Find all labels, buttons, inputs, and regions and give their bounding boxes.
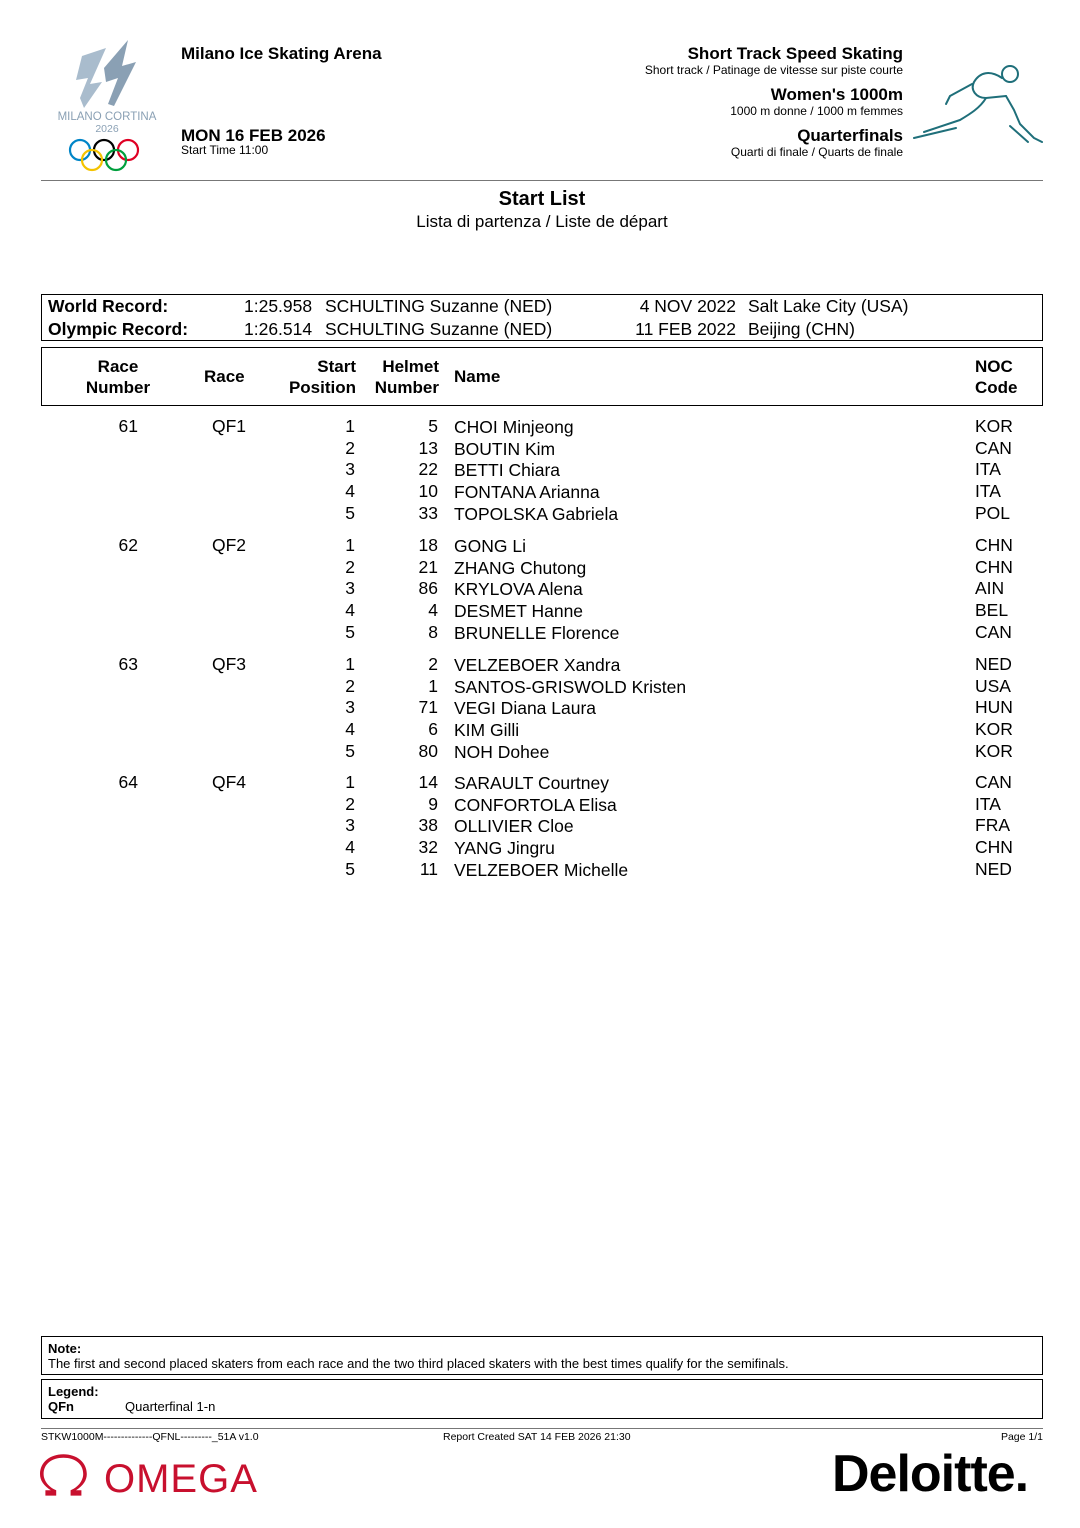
phase-title: Quarterfinals: [797, 126, 903, 145]
helmet-number: 10: [418, 481, 438, 502]
noc-code: POL: [975, 502, 1011, 523]
olympic-rings-icon: [70, 140, 138, 170]
record-label: Olympic Record:: [48, 319, 189, 339]
skater-name: SARAULT Courtney: [454, 773, 609, 793]
noc-code: NED: [975, 654, 1012, 674]
skater-name: VELZEBOER Michelle: [454, 859, 629, 880]
start-position: 5: [345, 740, 355, 761]
noc-code: ITA: [975, 481, 1001, 502]
col-label: Code: [975, 378, 1018, 397]
event-title: Women's 1000m: [770, 85, 903, 104]
helmet-number: 18: [418, 535, 438, 555]
col-race: Race: [204, 367, 245, 386]
legend-meaning: Quarterfinal 1-n: [125, 1399, 216, 1414]
helmet-number: 71: [418, 697, 438, 718]
start-position: 3: [345, 459, 355, 480]
event-subtitle: 1000 m donne / 1000 m femmes: [730, 104, 903, 118]
start-position: 5: [345, 858, 355, 879]
race-code: QF2: [211, 535, 246, 555]
record-holder: SCHULTING Suzanne (NED): [325, 319, 553, 339]
noc-code: BEL: [975, 600, 1009, 621]
col-label: Position: [288, 378, 356, 397]
noc-code: CAN: [975, 437, 1012, 458]
skater-pictogram-icon: [910, 62, 1048, 154]
race-number: 62: [118, 535, 138, 555]
noc-code: USA: [975, 675, 1011, 696]
skater-name: OLLIVIER Cloe: [454, 816, 574, 837]
skater-name: SANTOS-GRISWOLD Kristen: [454, 676, 687, 697]
col-label: Number: [374, 378, 439, 397]
start-position: 5: [345, 502, 355, 523]
helmet-number: 33: [418, 502, 438, 523]
col-race-number: [70, 356, 166, 398]
noc-code: CAN: [975, 772, 1012, 792]
note-box: [41, 1336, 1043, 1375]
note-label: Note:: [48, 1341, 82, 1356]
race-code: QF3: [211, 654, 246, 674]
skater-name: VEGI Diana Laura: [454, 698, 597, 719]
footer-page: Page 1/1: [1000, 1431, 1043, 1443]
venue-name: Milano Ice Skating Arena: [181, 44, 382, 63]
helmet-number: 21: [418, 556, 438, 577]
start-position: 4: [345, 719, 355, 740]
helmet-number: 80: [418, 740, 438, 761]
helmet-number: 8: [428, 621, 438, 642]
col-label: Number: [85, 378, 151, 397]
skater-name: BETTI Chiara: [454, 460, 560, 481]
omega-wordmark: OMEGA: [104, 1457, 258, 1500]
noc-code: HUN: [975, 697, 1013, 718]
helmet-number: 1: [428, 675, 438, 696]
helmet-number: 22: [418, 459, 438, 480]
document-title: Start List: [498, 188, 586, 210]
noc-code: CHN: [975, 535, 1013, 555]
skater-name: VELZEBOER Xandra: [454, 655, 621, 675]
olympic-record-row: [42, 319, 1042, 341]
noc-code: NED: [975, 858, 1012, 879]
skater-name: ZHANG Chutong: [454, 557, 587, 578]
noc-code: FRA: [975, 815, 1010, 836]
helmet-number: 4: [428, 600, 438, 621]
skater-name: CHOI Minjeong: [454, 417, 574, 437]
helmet-number: 9: [428, 793, 438, 814]
start-position: 1: [345, 654, 355, 674]
start-position: 3: [345, 697, 355, 718]
record-date: 4 NOV 2022: [639, 296, 736, 316]
helmet-number: 11: [419, 858, 438, 879]
skater-name: KRYLOVA Alena: [454, 579, 583, 600]
helmet-number: 32: [418, 837, 438, 858]
col-start-position: [289, 356, 356, 398]
col-helmet-number: [375, 356, 439, 398]
helmet-number: 13: [418, 437, 438, 458]
world-record-row: [42, 296, 1042, 318]
noc-code: KOR: [975, 740, 1013, 761]
noc-code: ITA: [975, 459, 1001, 480]
footer-report-created: Report Created SAT 14 FEB 2026 21:30: [443, 1431, 631, 1443]
race-code: QF4: [211, 772, 246, 792]
helmet-number: 6: [428, 719, 438, 740]
sport-title: Short Track Speed Skating: [687, 44, 903, 63]
col-label: NOC: [975, 357, 1013, 376]
start-position: 1: [345, 535, 355, 555]
record-holder: SCHULTING Suzanne (NED): [325, 296, 553, 316]
phase-subtitle: Quarti di finale / Quarts de finale: [730, 145, 903, 159]
noc-code: ITA: [975, 793, 1001, 814]
logo-year: 2026: [95, 123, 119, 135]
race-number: 63: [118, 654, 138, 674]
race-number: 61: [118, 416, 138, 436]
milano-cortina-logo: [44, 38, 170, 174]
col-label: Helmet: [382, 357, 439, 376]
helmet-number: 14: [418, 772, 438, 792]
start-position: 1: [345, 772, 355, 792]
noc-code: CHN: [975, 837, 1013, 858]
footer-divider: [41, 1428, 1043, 1429]
start-position: 2: [345, 556, 355, 577]
start-time: Start Time 11:00: [181, 143, 269, 157]
noc-code: CAN: [975, 621, 1012, 642]
skater-name: TOPOLSKA Gabriela: [454, 503, 619, 524]
record-place: Beijing (CHN): [748, 319, 855, 339]
col-label: Race: [97, 357, 139, 376]
legend-label: Legend:: [48, 1384, 99, 1399]
record-label: World Record:: [48, 296, 169, 316]
col-label: Start: [317, 357, 356, 376]
skater-name: KIM Gilli: [454, 720, 520, 741]
start-position: 2: [345, 675, 355, 696]
record-date: 11 FEB 2022: [635, 319, 736, 339]
short-track-pictogram: [910, 62, 1048, 154]
footer-doc-code: STKW1000M--------------QFNL---------_51A v1.0: [41, 1431, 259, 1443]
noc-code: AIN: [975, 578, 1005, 599]
start-position: 5: [345, 621, 355, 642]
start-position: 4: [345, 600, 355, 621]
helmet-number: 5: [428, 416, 438, 436]
skater-name: DESMET Hanne: [454, 601, 584, 622]
race-code: QF1: [211, 416, 246, 436]
event-date: MON 16 FEB 2026: [181, 126, 326, 145]
noc-code: KOR: [975, 719, 1013, 740]
start-position: 2: [345, 437, 355, 458]
skater-name: FONTANA Arianna: [454, 482, 600, 503]
col-noc-code: [975, 356, 1018, 398]
start-position: 4: [345, 481, 355, 502]
skater-name: YANG Jingru: [454, 838, 555, 859]
skater-name: NOH Dohee: [454, 741, 550, 762]
skater-name: BOUTIN Kim: [454, 438, 556, 459]
legend-box: [41, 1379, 1043, 1419]
start-position: 1: [345, 416, 355, 436]
helmet-number: 2: [428, 654, 438, 674]
milano-cortina-emblem-icon: [44, 38, 170, 174]
sport-subtitle: Short track / Patinage de vitesse sur piste courte: [644, 63, 903, 77]
race-number: 64: [118, 772, 138, 792]
skater-name: GONG Li: [454, 536, 526, 556]
legend-entry: [48, 1399, 1036, 1415]
note-text: The first and second placed skaters from each race and the two third placed skaters with the best times qualify for the semifinals.: [48, 1356, 789, 1371]
deloitte-wordmark: Deloitte.: [832, 1445, 1029, 1503]
legend-code: QFn: [48, 1399, 74, 1414]
record-time: 1:26.514: [244, 319, 313, 339]
start-position: 4: [345, 837, 355, 858]
logo-text: MILANO CORTINA: [57, 111, 157, 123]
omega-symbol-icon: [40, 1452, 280, 1500]
document-subtitle: Lista di partenza / Liste de départ: [416, 212, 668, 231]
record-place: Salt Lake City (USA): [748, 296, 909, 316]
start-position: 3: [345, 578, 355, 599]
noc-code: CHN: [975, 556, 1013, 577]
records-box: [41, 294, 1043, 341]
start-position: 2: [345, 793, 355, 814]
helmet-number: 38: [418, 815, 438, 836]
skater-name: CONFORTOLA Elisa: [454, 794, 617, 815]
start-position: 3: [345, 815, 355, 836]
col-name: Name: [454, 367, 501, 386]
omega-logo: [40, 1452, 280, 1500]
column-header-box: [41, 347, 1043, 406]
skater-name: BRUNELLE Florence: [454, 622, 620, 643]
header-divider: [41, 180, 1043, 181]
noc-code: KOR: [975, 416, 1013, 436]
record-time: 1:25.958: [244, 296, 313, 316]
helmet-number: 86: [418, 578, 438, 599]
